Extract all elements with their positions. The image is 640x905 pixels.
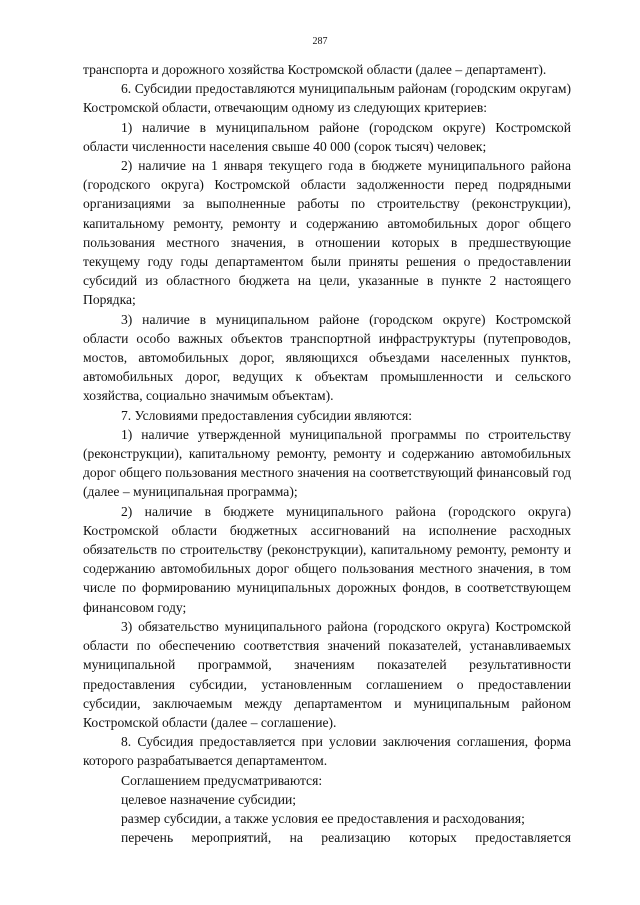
paragraph-6-criterion-2: 2) наличие на 1 января текущего года в бюджете муниципального района (городского округа) Костромской области задолженности перед подрядными организациями за выполненные работы по строительству (реконструкции), капитальному ремонту, ремонту и содержанию автомобильных дорог общего пользования местного значения, в отношении которых в предшествующие текущему году годы департаментом были приняты решения о предоставлении субсидий из областного бюджета на цели, указанные в пункте 2 настоящего Порядка; [83, 158, 571, 308]
page-number: 287 [312, 36, 328, 47]
document-body [83, 60, 571, 847]
paragraph-7-condition-1: 1) наличие утвержденной муниципальной программы по строительству (реконструкции), капитальному ремонту, ремонту и содержанию автомобильных дорог общего пользования местного значения на соответствующий финансовый год (далее – муниципальная программа); [83, 426, 571, 500]
paragraph-6-criterion-3: 3) наличие в муниципальном районе (городском округе) Костромской области особо важных объектов транспортной инфраструктуры (путепроводов, мостов, автомобильных дорог, являющихся объездами населенных пунктов, автомобильных дорог, ведущих к объектам промышленности и сельского хозяйства, социально значимым объектам). [83, 311, 571, 404]
paragraph-8-agreement: 8. Субсидия предоставляется при условии заключения соглашения, форма которого разрабатывается департаментом. [83, 734, 571, 769]
paragraph-target-purpose: целевое назначение субсидии; [121, 791, 297, 807]
paragraph-6-criteria-intro: 6. Субсидии предоставляются муниципальным районам (городским округам) Костромской области, отвечающим одному из следующих критериев: [83, 81, 571, 116]
paragraph-7-conditions-intro: 7. Условиями предоставления субсидии являются: [121, 407, 413, 423]
paragraph-measures-list: перечень мероприятий, на реализацию которых предоставляется [121, 830, 571, 846]
paragraph-7-condition-2: 2) наличие в бюджете муниципального района (городского округа) Костромской области бюджетных ассигнований на исполнение расходных обязательств по строительству (реконструкции), капитальному ремонту, ремонту и содержанию автомобильных дорог общего пользования местного значения, в том числе по формированию муниципальных дорожных фондов, в соответствующем финансовом году; [83, 503, 571, 615]
paragraph-6-criterion-1: 1) наличие в муниципальном районе (городском округе) Костромской области численности населения свыше 40 000 (сорок тысяч) человек; [83, 119, 571, 154]
paragraph-subsidy-amount: размер субсидии, а также условия ее предоставления и расходования; [121, 810, 525, 826]
paragraph-agreement-provides: Соглашением предусматриваются: [121, 772, 323, 788]
paragraph-7-condition-3: 3) обязательство муниципального района (городского округа) Костромской области по обеспечению соответствия значений показателей, устанавливаемых муниципальной программой, значениям показателей результативности предоставления субсидии, установленным соглашением о предоставлении субсидии, заключаемым между департаментом и муниципальным районом Костромской области (далее – соглашение). [83, 618, 571, 730]
paragraph-department-definition: транспорта и дорожного хозяйства Костромской области (далее – департамент). [83, 62, 547, 77]
